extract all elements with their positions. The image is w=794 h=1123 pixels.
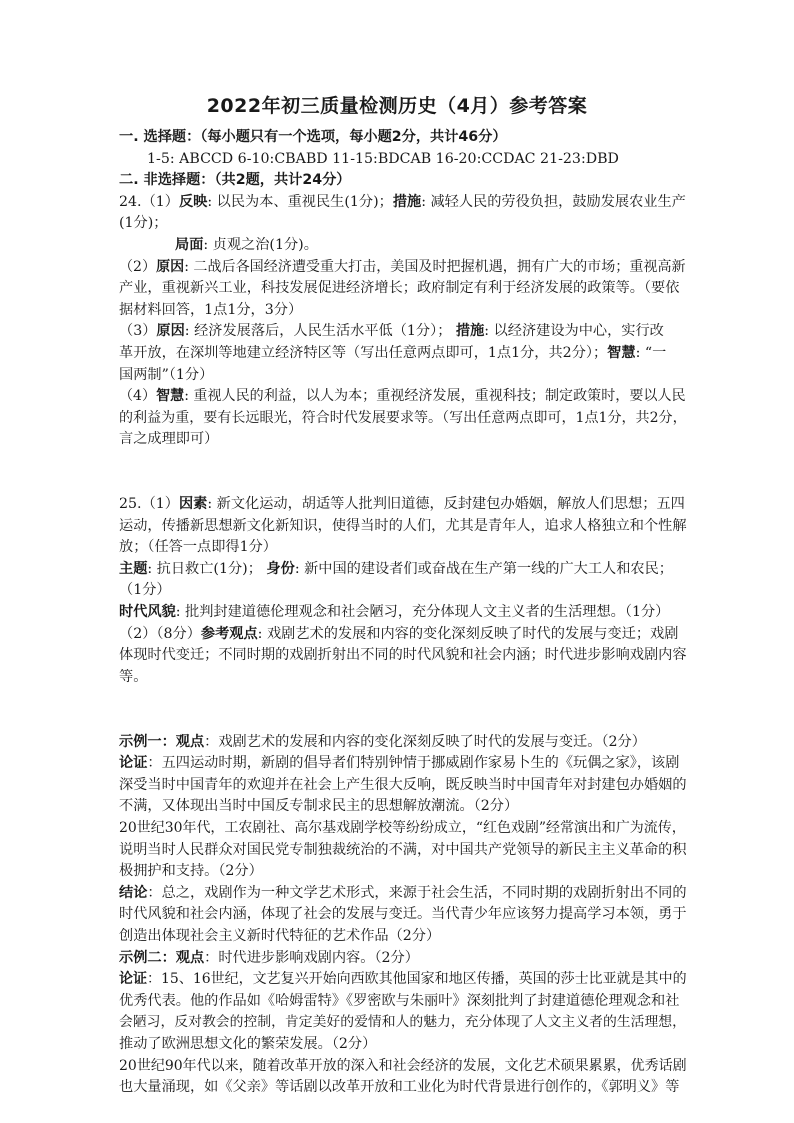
- q25-part1-line2: 运动，传播新思想新文化新知识，使得当时的人们，尤其是青年人，追求人格独立和个性解: [119, 517, 687, 534]
- answer-text: : 戏剧艺术的发展和内容的变化深刻反映了时代的发展与变迁；戏剧: [257, 625, 679, 642]
- example1-argument-line3: 不满，又体现出当时中国反专制求民主的思想解放潮流。（2分）: [119, 798, 519, 815]
- keyword: 示例二: [119, 949, 162, 966]
- example2-argument-line1: [119, 969, 689, 991]
- answer-text: ：总之，戏剧作为一种文学艺术形式，来源于社会生活，不同时期的戏剧折射出不同的: [147, 884, 687, 901]
- spacer: [119, 473, 689, 495]
- q24-part3-line3: 国两制”（1分）: [119, 366, 214, 383]
- answer-text: : 重视人民的利益，以人为本；重视经济发展，重视科技；制定政策时，要以人民: [184, 388, 686, 405]
- q25-theme-line: [119, 559, 689, 581]
- answer-text: : 以民为本、重视民生(1分)；: [207, 193, 393, 210]
- example1-conclusion-line3: 创造出体现社会主义新时代特征的艺术作品（2分）: [119, 927, 441, 944]
- q25-part1-line3: 放；（任答一点即得1分）: [119, 539, 277, 556]
- q24-part2-line3: 据材料回答，1点1分，3分）: [119, 301, 303, 318]
- answer-text: ：戏剧艺术的发展和内容的变化深刻反映了时代的发展与变迁。（2分）: [204, 733, 646, 750]
- example1-argument2-line2: 说明当时人民群众对国民党专制独裁统治的不满，对中国共产党领导的新民主主义革命的积: [119, 841, 687, 858]
- q25-part2-line1: [119, 624, 689, 646]
- q25-era-line: [119, 602, 689, 624]
- keyword: 观点: [175, 733, 205, 750]
- answer-text: : 减轻人民的劳役负担，鼓励发展农业生产: [421, 193, 686, 210]
- q25-theme-line2: （1分）: [119, 582, 171, 599]
- example2-argument2-line1: 20世纪90年代以来，随着改革开放的深入和社会经济的发展，文化艺术硕果累累，优秀话剧: [119, 1057, 687, 1074]
- keyword: 因素: [178, 496, 208, 513]
- answer-text: : “一: [635, 344, 667, 361]
- answer-text: : 新文化运动，胡适等人批判旧道德，反封建包办婚姻，解放人们思想；五四: [207, 496, 685, 513]
- page-title: 2022年初三质量检测历史（4月）参考答案: [206, 95, 588, 117]
- q24-part2-line1: [119, 257, 689, 279]
- answer-text: : 以经济建设为中心，实行改: [484, 323, 664, 340]
- multiple-choice-answers: 1-5: ABCCD 6-10:CBABD 11-15:BDCAB 16-20:CCDAC 21-23:DBD: [147, 150, 619, 167]
- q25-part2-line2: 体现时代变迁；不同时期的戏剧折射出不同的时代风貌和社会内涵；时代进步影响戏剧内容: [119, 647, 687, 664]
- q24-part1-line3: [119, 235, 689, 257]
- example1-conclusion-line1: [119, 883, 689, 905]
- q24-part3-line1: [119, 321, 689, 343]
- keyword: 原因: [156, 258, 185, 275]
- q24-part4-line1: [119, 386, 689, 408]
- example1-argument-line2: 深受当时中国青年的欢迎并在社会上产生很大反响，既反映当时中国青年对封建包办婚姻的: [119, 776, 687, 793]
- part-number: （3）: [119, 323, 157, 340]
- example2-argument-line3: 会陋习，反对教会的控制，肯定美好的爱情和人的魅力，充分体现了人文主义者的生活理想，: [119, 1014, 686, 1031]
- keyword: 措施: [455, 323, 485, 340]
- keyword: 结论: [119, 884, 148, 901]
- spacer: [119, 710, 689, 732]
- keyword: 反映: [178, 193, 208, 210]
- q24-part3-line2: [119, 343, 689, 365]
- q24-part1-line1: [119, 192, 689, 214]
- spacer: [119, 688, 689, 710]
- q24-part1-line2: (1分)；: [119, 215, 168, 232]
- answer-text: : 新中国的建设者们或奋战在生产第一线的广大工人和农民；: [294, 560, 673, 577]
- keyword: 主题: [119, 560, 148, 577]
- example1-argument-line1: [119, 753, 689, 775]
- section-heading-non-choice: 二. 非选择题：（共2题，共计24分）: [119, 172, 351, 189]
- spacer: [119, 451, 689, 473]
- keyword: 原因: [156, 323, 185, 340]
- q24-part4-line2: 的利益为重，要有长远眼光，符合时代发展要求等。（写出任意两点即可，1点1分，共2分，: [119, 409, 687, 426]
- answer-text: 革开放，在深圳等地建立经济特区等（写出任意两点即可，1点1分，共2分）；: [119, 344, 608, 361]
- keyword: 论证: [119, 755, 148, 772]
- keyword: 局面: [175, 236, 204, 253]
- q25-part1-line1: [119, 494, 689, 516]
- answer-text: : 批判封建道德伦理观念和社会陋习，充分体现人文主义者的生活理想。（1分）: [175, 604, 670, 621]
- section-heading-multiple-choice: 一. 选择题：（每小题只有一个选项，每小题2分，共计46分）: [119, 129, 507, 145]
- example1-argument2-line3: 极拥护和支持。（2分）: [119, 863, 263, 880]
- q24-number: 24.（1）: [119, 193, 179, 210]
- part-number: （2）: [119, 258, 157, 275]
- example1-heading: [119, 732, 689, 754]
- keyword: 时代风貌: [119, 604, 176, 621]
- example2-argument-line4: 推动了欧洲思想文化的繁荣发展。（2分）: [119, 1035, 377, 1052]
- keyword: 身份: [266, 560, 295, 577]
- example1-argument2-line1: 20世纪30年代，工农剧社、高尔基戏剧学校等纷纷成立，“红色戏剧”经常演出和广为流传，: [119, 820, 686, 836]
- keyword: 智慧: [156, 388, 185, 405]
- keyword: 智慧: [607, 344, 636, 361]
- q25-number: 25.（1）: [119, 496, 179, 513]
- answer-text: : 经济发展落后，人民生活水平低（1分）；: [184, 323, 456, 340]
- q25-part2-line3: 等。: [119, 668, 148, 685]
- q24-part2-line2: 产业，重视新兴工业，科技发展促进经济增长；政府制定有利于经济发展的政策等。（要依: [119, 280, 680, 297]
- example1-conclusion-line2: 时代风貌和社会内涵，体现了社会的发展与变迁。当代青少年应该努力提高学习本领，勇于: [119, 906, 687, 923]
- separator: ：: [161, 733, 176, 750]
- keyword: 示例一: [119, 733, 162, 750]
- example2-argument2-line2: 也大量涌现，如《父亲》等话剧以改革开放和工业化为时代背景进行创作的，《郭明义》等: [119, 1079, 680, 1096]
- answer-text: ：时代进步影响戏剧内容。（2分）: [204, 949, 419, 966]
- example2-argument-line2: 优秀代表。他的作品如《哈姆雷特》《罗密欧与朱丽叶》深刻批判了封建道德伦理观念和社: [119, 992, 680, 1009]
- answer-content: [119, 127, 689, 1099]
- part-number: （2）（8分）: [119, 625, 201, 642]
- example2-heading: [119, 948, 689, 970]
- keyword: 观点: [175, 949, 205, 966]
- answer-text: : 贞观之治(1分)。: [203, 236, 318, 253]
- keyword: 参考观点: [200, 625, 258, 642]
- separator: ：: [161, 949, 176, 966]
- answer-text: : 二战后各国经济遭受重大打击，美国及时把握机遇，拥有广大的市场；重视高新: [184, 258, 686, 275]
- answer-text: : 抗日救亡(1分)；: [147, 560, 267, 577]
- keyword: 论证: [119, 971, 147, 988]
- part-number: （4）: [119, 388, 157, 405]
- keyword: 措施: [392, 193, 422, 210]
- answer-text: ：15、16世纪，文艺复兴开始向西欧其他国家和地区传播，英国的莎士比亚就是其中的: [147, 971, 687, 988]
- q24-part4-line3: 言之成理即可）: [119, 431, 219, 448]
- answer-text: ：五四运动时期，新剧的倡导者们特别钟情于挪威剧作家易卜生的《玩偶之家》，该剧: [147, 755, 680, 772]
